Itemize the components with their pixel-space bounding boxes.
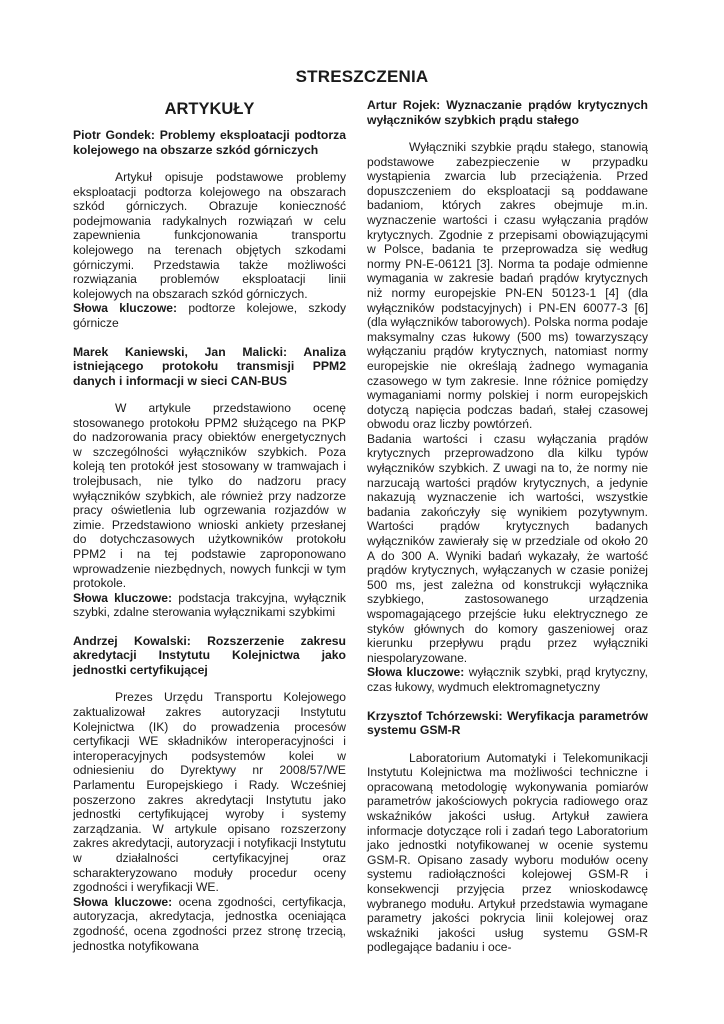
article-gondek (73, 128, 346, 331)
keywords-text: wyłącznik szybki, prąd krytyczny, czas łukowy, wydmuch elektromagnetyczny (367, 665, 648, 694)
article-tchorzewski (367, 709, 648, 955)
article-keywords (73, 591, 346, 620)
article-title: Andrzej Kowalski: Rozszerzenie zakresu akredytacji Instytutu Kolejnictwa jako jednostki certyfikującej (73, 633, 346, 677)
keywords-text: podstacja trakcyjna, wyłącznik szybki, zdalne sterowania wyłącznikami szybkimi (73, 590, 346, 620)
article-title: Krzysztof Tchórzewski: Weryfikacja parametrów systemu GSM-R (367, 708, 648, 738)
article-keywords (73, 895, 346, 953)
article-rojek (367, 98, 648, 695)
article-abstract: Laboratorium Automatyki i Telekomunikacji Instytutu Kolejnictwa ma możliwości techniczne i opracowaną metodologię wykonywania pomiarów parametrów jakościowych pokrycia radiowego oraz wskaźników jakości usług. Artykuł zawiera informacje dotyczące roli i zadań tego Laboratorium jako jednostki notyfikowanej w ocenie systemu GSM-R. Opisano zasady wyboru modułów oceny systemu radiołączności kolejowej GSM-R i konsekwencji przyjęcia przez wnioskodawcę wybranego modułu. Artykuł przedstawia wymagane parametry jakości pokrycia linii kolejowej oraz wskaźniki jakości usług systemu GSM-R podlegające badaniu i oce- (367, 750, 648, 955)
article-title: Marek Kaniewski, Jan Malicki: Analiza istniejącego protokołu transmisji PPM2 danych i informacji w sieci CAN-BUS (73, 344, 346, 388)
article-kaniewski-malicki (73, 345, 346, 620)
article-abstract: Wyłączniki szybkie prądu stałego, stanowią podstawowe zabezpieczenie w przypadku wystąpienia zwarcia lub przeciążenia. Przed dopuszczeniem do eksploatacji są poddawane badaniom, których zakres obejmuje m.in. wyznaczenie wartości i czasu wyłączania prądów krytycznych. Zgodnie z przepisami obowiązującymi w Polsce, badania te przeprowadza się według normy PN-E-06121 [3]. Norma ta podaje odmienne wymagania w zakresie badań prądów krytycznych niż normy europejskie PN-EN 50123-1 [4] (dla wyłączników podstacyjnych) i PN-EN 60077-3 [6] (dla wyłączników taborowych). Polska norma podaje maksymalny czas łukowy (500 ms) towarzyszący wyłączaniu prądów krytycznych, natomiast normy europejskie nie określają żadnego wymagania czasowego w tym zakresie. Inne różnice pomiędzy wymaganiami normy polskiej i norm europejskich dotyczą napięcia podczas badań, stałej czasowej obwodu oraz liczby powtórzeń. (367, 140, 648, 432)
keywords-label: Słowa kluczowe: (73, 894, 173, 909)
section-title: ARTYKUŁY (164, 100, 255, 118)
article-abstract: W artykule przedstawiono ocenę stosowanego protokołu PPM2 służącego na PKP do nadzorowania pracy obiektów energetycznych w szczególności wyłączników szybkich. Poza koleją ten protokół jest stosowany w tramwajach i trolejbusach, nie tylko do nadzoru pracy wyłączników szybkich, ale również przy nadzorze pracy oświetlenia lub ogrzewania rozjazdów w zimie. Przedstawiono wnioski ankiety przesłanej do dotychczasowych użytkowników protokołu PPM2 i na tej podstawie zaproponowano wprowadzenie niezbędnych, nowych funkcji w tym protokole. (73, 401, 346, 591)
page-title: STRESZCZENIA (295, 67, 429, 86)
keywords-label: Słowa kluczowe: (73, 301, 178, 316)
keywords-text: podtorze kolejowe, szkody górnicze (73, 301, 346, 330)
article-title: Artur Rojek: Wyznaczanie prądów krytycznych wyłączników szybkich prądu stałego (367, 98, 648, 127)
left-column (73, 98, 346, 967)
article-abstract-continued: Badania wartości i czasu wyłączania prądów krytycznych przeprowadzono dla kilku typów wyłączników szybkich. Z uwagi na to, że normy nie narzucają wartości prądów krytycznych, a jedynie nakazują wyznaczenie ich wartości, wszystkie badania zakończyły się wynikiem pozytywnym. Wartości prądów krytycznych badanych wyłączników zawierały się w przedziale od około 20 A do 300 A. Wyniki badań wykazały, że wartość prądów krytycznych, wyłączanych w czasie poniżej 500 ms, jest zależna od konstrukcji wyłącznika szybkiego, zastosowanego urządzenia wspomagającego przejście łuku elektrycznego ze styków głównych do komory gaszeniowej oraz kierunku przepływu prądu przez wyłączniki niespolaryzowane. (367, 431, 648, 665)
keywords-label: Słowa kluczowe: (73, 590, 172, 605)
keywords-label: Słowa kluczowe: (367, 665, 465, 680)
article-abstract: Artykuł opisuje podstawowe problemy eksploatacji podtorza kolejowego na obszarach szkód górniczych. Obrazuje konieczność podejmowania radykalnych rozwiązań w celu zapewnienia funkcjonowania transportu kolejowego na terenach objętych szkodami górniczymi. Przedstawia także możliwości rozwiązania problemów eksploatacji linii kolejowych na obszarach szkód górniczych. (73, 170, 346, 301)
article-abstract: Prezes Urzędu Transportu Kolejowego zaktualizował zakres autoryzacji Instytutu Kolejnictwa (IK) do prowadzenia procesów certyfikacji WE składników interoperacyjności i interoperacyjnych podsystemów kolei w odniesieniu do Dyrektywy nr 2008/57/WE Parlamentu Europejskiego i Rady. Wcześniej poszerzono zakres akredytacji Instytutu jako jednostki certyfikującej wyroby i systemy zarządzania. W artykule opisano rozszerzony zakres akredytacji, autoryzacji i notyfikacji Instytutu w działalności certyfikacyjnej oraz scharakteryzowano moduły procedur oceny zgodności i weryfikacji WE. (73, 690, 346, 895)
article-title: Piotr Gondek: Problemy eksploatacji podtorza kolejowego na obszarze szkód górniczych (73, 128, 346, 157)
keywords-text: ocena zgodności, certyfikacja, autoryzacja, akredytacja, jednostka oceniająca zgodność, ocena zgodności przez stronę trzecią, jednostka notyfikowana (73, 894, 346, 953)
right-column (367, 98, 648, 969)
article-keywords (367, 665, 648, 694)
article-keywords (73, 301, 346, 330)
article-kowalski (73, 634, 346, 953)
